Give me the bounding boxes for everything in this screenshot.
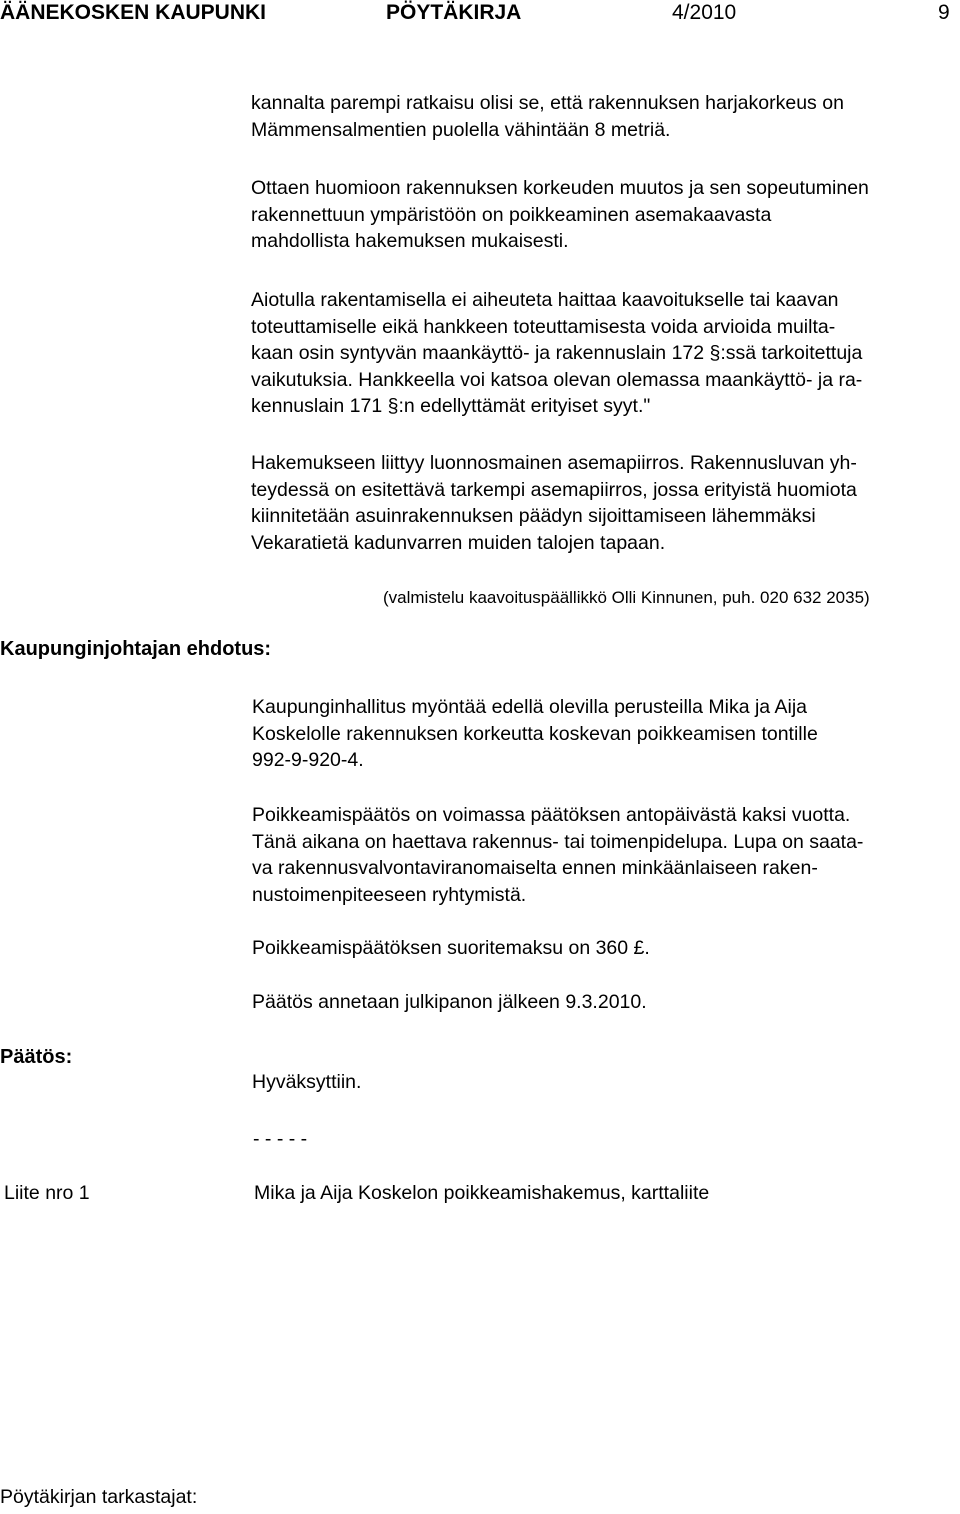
text-line: Koskelolle rakennuksen korkeutta koskevan poikkeamisen tontille [252, 722, 818, 745]
paragraph-harjakorkeus [251, 90, 844, 143]
text-line: teydessä on esitettävä tarkempi asemapiirros, jossa erityistä huomiota [251, 478, 857, 501]
text-line: Aiotulla rakentamisella ei aiheuteta haittaa kaavoitukselle tai kaavan [251, 289, 839, 311]
text-line: toteuttamiselle eikä hankkeen toteuttamisesta voida arvioida muilta- [251, 315, 836, 338]
text-line: Ottaen huomioon rakennuksen korkeuden muutos ja sen sopeutuminen [251, 177, 869, 199]
paragraph-asemapiirros [251, 450, 857, 556]
page-number: 9 [938, 1, 950, 24]
proposal-paragraph-2 [252, 802, 863, 908]
proposal-paragraph-announcement [252, 989, 647, 1016]
text-line: Hakemukseen liittyy luonnosmainen asemapiirros. Rakennusluvan yh- [251, 452, 857, 474]
org-name: ÄÄNEKOSKEN KAUPUNKI [0, 1, 267, 24]
text-line: kannalta parempi ratkaisu olisi se, että rakennuksen harjakorkeus on [251, 92, 844, 114]
preparer-note: (valmistelu kaavoituspäällikkö Olli Kinnunen, puh. 020 632 2035) [383, 588, 870, 607]
proposal-paragraph-1 [252, 694, 818, 774]
text-line: rakennettuun ympäristöön on poikkeaminen asemakaavasta [251, 203, 772, 226]
proposal-label: Kaupunginjohtajan ehdotus: [0, 638, 272, 660]
text-line: kaan osin syntyvän maankäyttö- ja rakennuslain 172 §:ssä tarkoitettuja [251, 342, 863, 364]
decision-text: Hyväksyttiin. [252, 1071, 362, 1093]
attachment-text: Mika ja Aija Koskelon poikkeamishakemus, karttaliite [254, 1182, 710, 1204]
text-line: nustoimenpiteeseen ryhtymistä. [252, 883, 527, 906]
proposal-paragraph-fee [252, 935, 650, 962]
decision-label: Päätös: [0, 1046, 73, 1068]
issue-number: 4/2010 [672, 1, 737, 24]
text-line: kennuslain 171 §:n edellyttämät erityiset syyt." [251, 395, 651, 417]
paragraph-poikkeaminen [251, 175, 869, 255]
text-line: Vekaratietä kadunvarren muiden talojen tapaan. [251, 531, 666, 554]
text-line: kiinnitetään asuinrakennuksen päädyn sijoittamiseen lähemmäksi [251, 505, 816, 527]
text-line: Poikkeamispäätöksen suoritemaksu on 360 £. [252, 937, 650, 959]
minutes-checkers-label: Pöytäkirjan tarkastajat: [0, 1486, 198, 1508]
text-line: Mämmensalmentien puolella vähintään 8 metriä. [251, 118, 671, 141]
text-line: 992-9-920-4. [252, 749, 364, 771]
separator: - - - - - [253, 1128, 308, 1150]
text-line: Päätös annetaan julkipanon jälkeen 9.3.2010. [252, 991, 647, 1013]
paragraph-aiotulla [251, 287, 862, 420]
attachment-label: Liite nro 1 [4, 1182, 90, 1204]
text-line: Tänä aikana on haettava rakennus- tai toimenpidelupa. Lupa on saata- [252, 830, 864, 853]
document-type: PÖYTÄKIRJA [386, 1, 522, 24]
text-line: Kaupunginhallitus myöntää edellä olevilla perusteilla Mika ja Aija [252, 696, 807, 718]
text-line: vaikutuksia. Hankkeella voi katsoa olevan olemassa maankäyttö- ja ra- [251, 368, 863, 391]
text-line: mahdollista hakemuksen mukaisesti. [251, 230, 569, 252]
text-line: Poikkeamispäätös on voimassa päätöksen antopäivästä kaksi vuotta. [252, 804, 851, 826]
text-line: va rakennusvalvontaviranomaiselta ennen minkäänlaiseen raken- [252, 857, 818, 879]
